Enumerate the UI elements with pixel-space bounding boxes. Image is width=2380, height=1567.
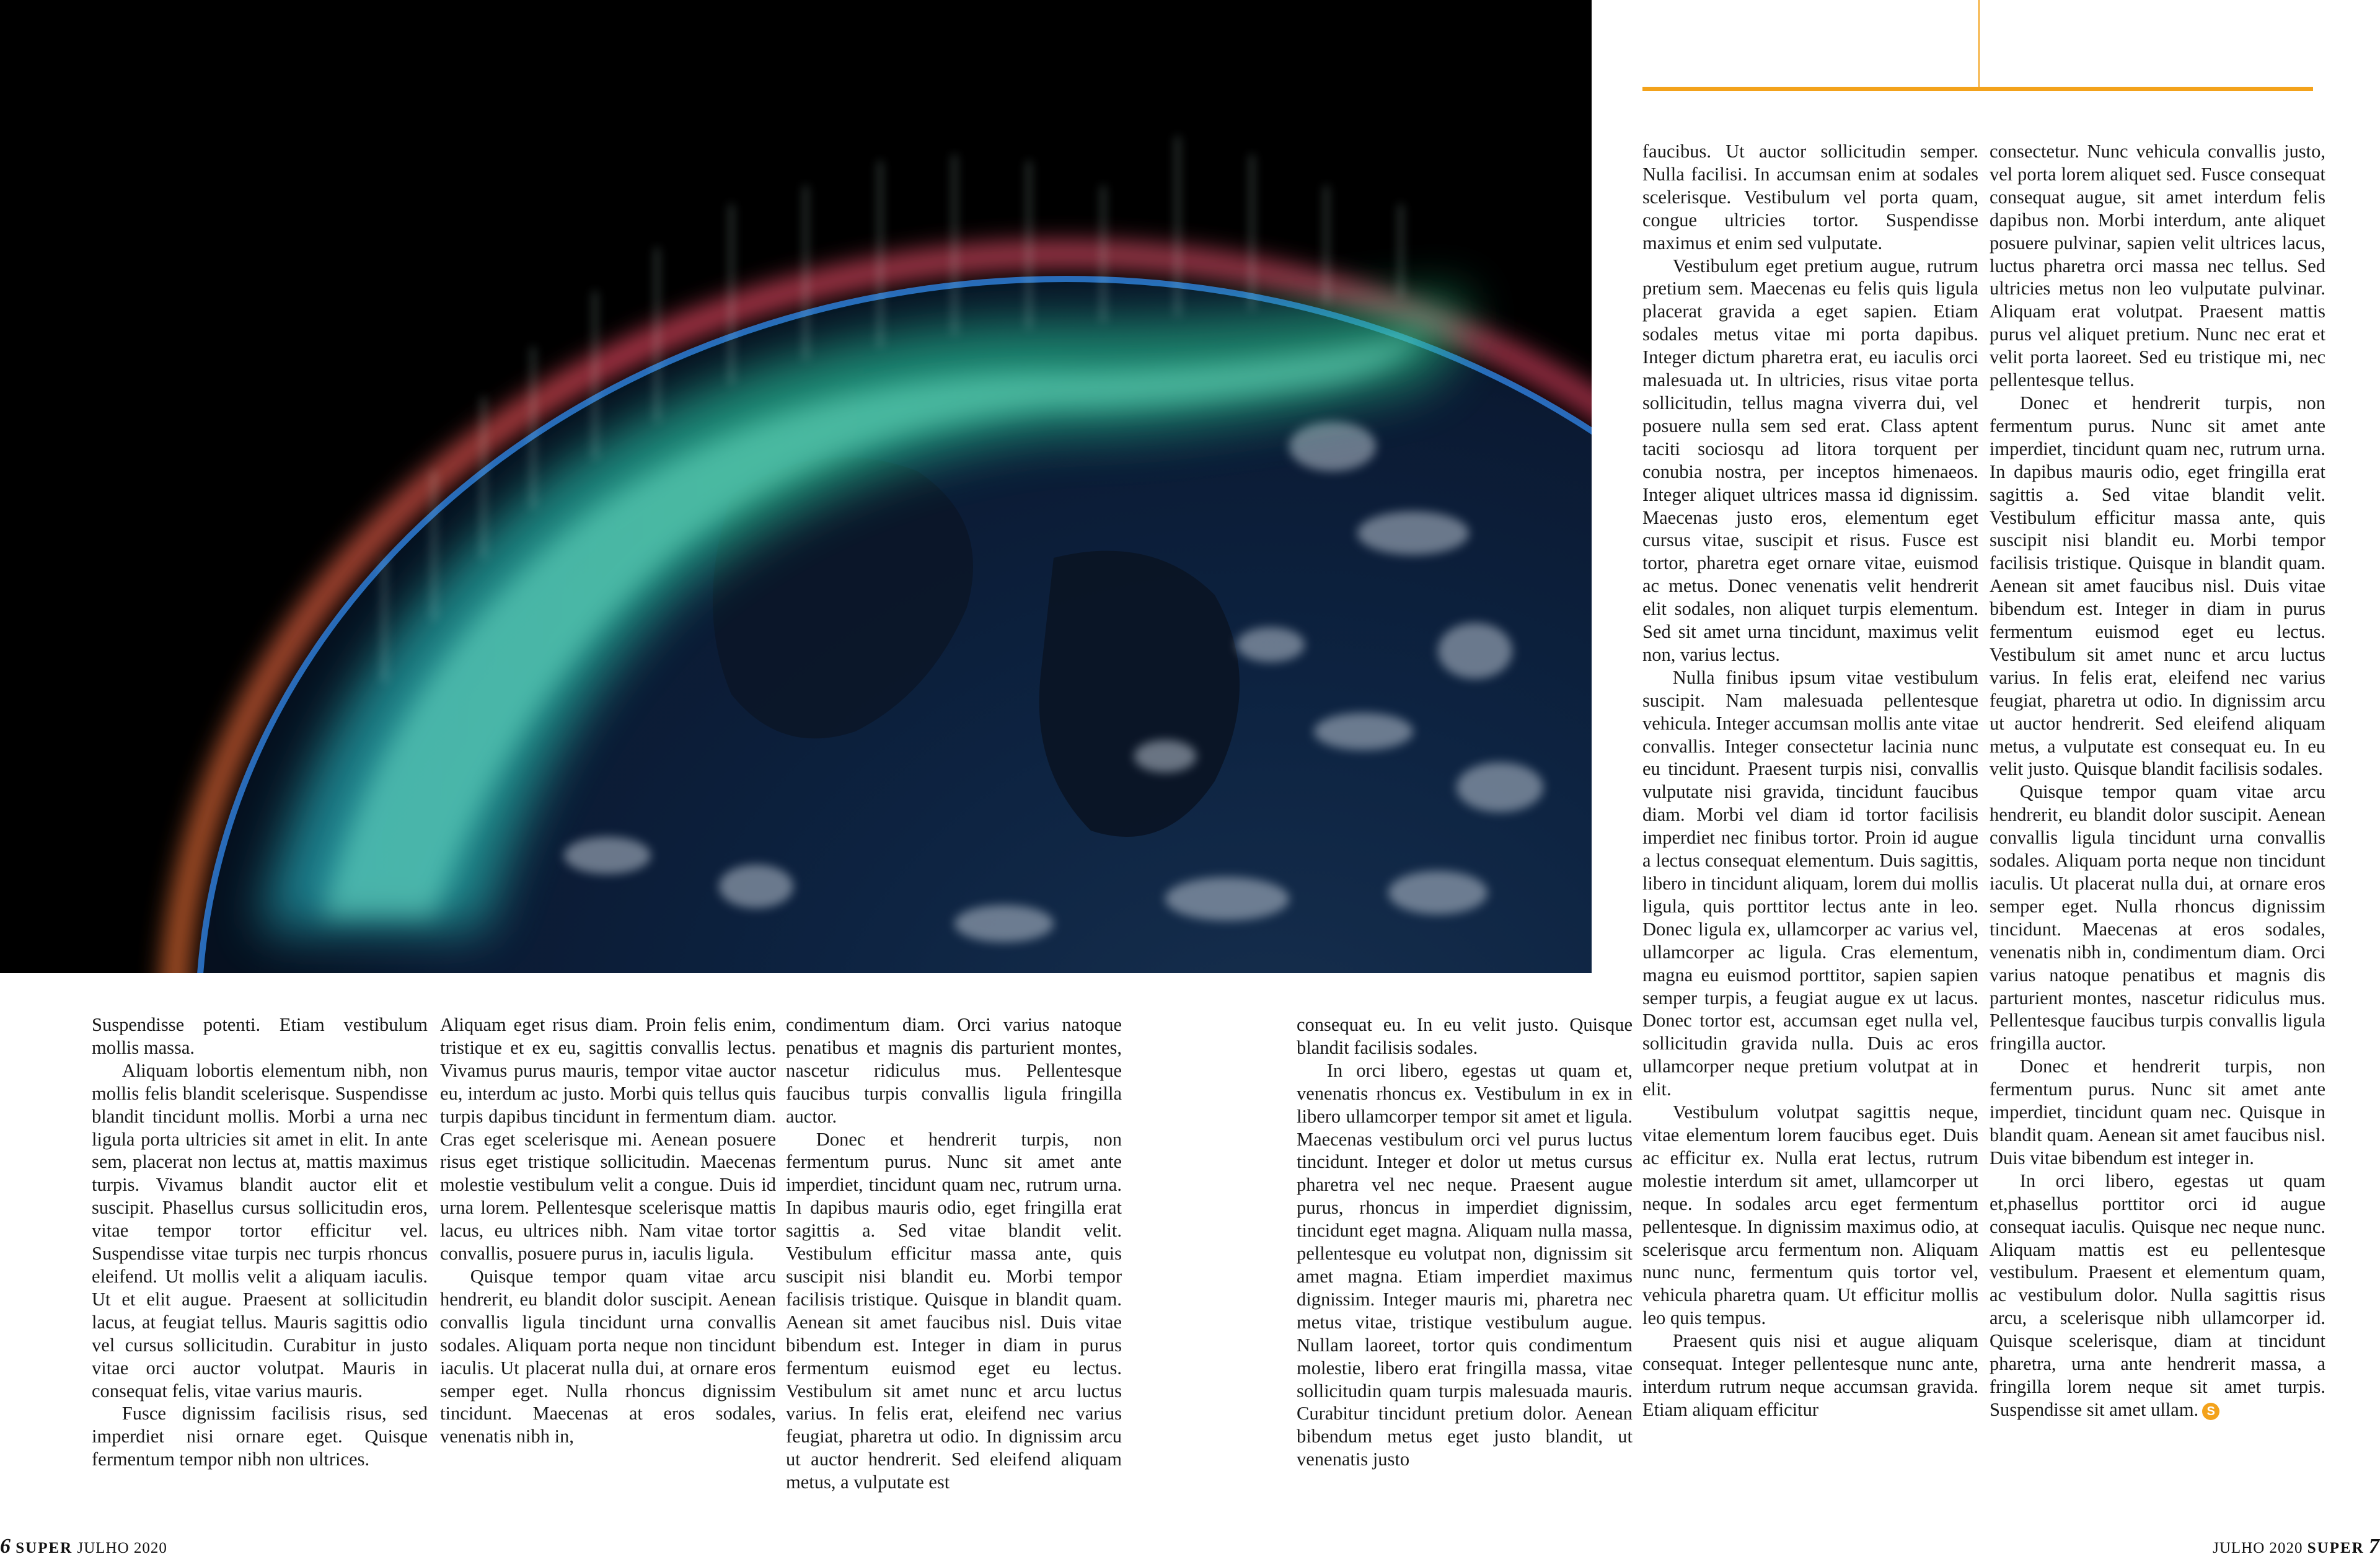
paragraph: Aliquam lobortis elementum nibh, non mollis felis blandit scelerisque. Suspendisse blandit tincidunt mollis. Morbi a urna nec ligula porta ultricies sit amet in elit. In ante sem, placerat non lectus at, mattis maximus turpis. Vivamus blandit auctor elit et suscipit. Phasellus cursus sollicitudin eros, vitae tempor tortor efficitur vel. Suspendisse vitae turpis nec turpis rhoncus eleifend. Ut mollis velit a aliquam iaculis. Ut et elit augue. Praesent at sollicitudin lacus, at feugiat tellus. Mauris sagittis odio vel cursus sollicitudin. Curabitur in justo vitae orci auctor volutpat. Mauris in consequat felis, vitae varius mauris. (92, 1059, 428, 1401)
paragraph: Praesent quis nisi et augue aliquam consequat. Integer pellentesque nunc ante, interdum rutrum neque accumsan gravida. Etiam aliquam efficitur (1642, 1330, 1978, 1420)
paragraph: Donec et hendrerit turpis, non fermentum purus. Nunc sit amet ante imperdiet, tincidunt quam nec, rutrum urna. In dapibus mauris odio, eget fringilla erat sagittis a. Sed vitae blandit velit. Vestibulum efficitur massa ante, quis suscipit nisi blandit eu. Morbi tempor facilisis tristique. Quisque in blandit quam. Aenean sit amet faucibus nisl. Duis vitae bibendum est. Integer in diam in purus fermentum euismod eget eu lectus. Vestibulum sit amet nunc et arcu luctus varius. In felis erat, eleifend nec varius feugiat, pharetra ut odio. In dignissim arcu ut auctor hendrerit. Sed eleifend aliquam metus, a vulputate est consequat eu. In eu velit justo. Quisque blandit facilisis sodales. (1990, 392, 2325, 780)
text-column-2 (440, 1013, 776, 1448)
text-column-4 (1297, 1013, 1633, 1471)
paragraph: Aliquam eget risus diam. Proin felis enim, tristique et ex eu, sagittis convallis lectus. Vivamus purus mauris, tempor vitae auctor eu, interdum ac justo. Morbi quis tellus quis turpis dapibus tincidunt in fermentum diam. Cras eget scelerisque mi. Aenean posuere risus eget tristique sollicitudin. Maecenas molestie vestibulum velit a congue. Duis id urna lorem. Pellentesque scelerisque mattis lacus, eu ultrices nibh. Nam vitae tortor convallis, posuere purus in, iaculis ligula. (440, 1014, 776, 1265)
end-mark-icon: S (2202, 1403, 2219, 1420)
earth-aurora-graphic (0, 0, 1592, 973)
accent-rule-vertical (1978, 0, 1980, 90)
paragraph: Nulla finibus ipsum vitae vestibulum suscipit. Nam malesuada pellentesque vehicula. Integer accumsan mollis ante vitae convallis. Integer consectetur lacinia nunc eu tincidunt. Praesent turpis nisi, convallis vulputate nisi gravida, tincidunt faucibus diam. Morbi vel diam id tortor facilisis imperdiet nec finibus tortor. Proin id augue a lectus consequat elementum. Duis sagittis, libero in tincidunt aliquam, lorem dui mollis ligula, quis porttitor lectus ante in leo. Donec ligula ex, ullamcorper ac varius vel, ullamcorper ac ligula. Cras elementum, magna eu euismod porttitor, sapien sapien semper turpis, a feugiat augue ex ut lacus. Donec tortor est, accumsan eget nulla vel, sollicitudin gravida nulla. Duis ac eros ullamcorper neque pretium volutpat at in elit. (1642, 666, 1979, 1100)
text-column-3 (786, 1013, 1122, 1494)
accent-rule-horizontal (1642, 87, 2313, 91)
paragraph: consequat eu. In eu velit justo. Quisque blandit facilisis sodales. (1297, 1014, 1633, 1058)
paragraph: faucibus. Ut auctor sollicitudin semper. Nulla facilisi. In accumsan enim at sodales scelerisque. Vestibulum vel porta quam, congue ultricies tortor. Suspendisse maximus et enim sed vulputate. (1642, 141, 1978, 254)
page-number-right: 7 (2369, 1535, 2380, 1558)
page-number-left: 6 (0, 1535, 11, 1558)
paragraph: Suspendisse potenti. Etiam vestibulum mollis massa. (92, 1014, 428, 1058)
paragraph: condimentum diam. Orci varius natoque penatibus et magnis dis parturient montes, nascetur ridiculus mus. Pellentesque faucibus turpis convallis ligula fringilla auctor. (786, 1014, 1122, 1127)
paragraph: Vestibulum eget pretium augue, rutrum pretium sem. Maecenas eu felis quis ligula placerat gravida a eget sapien. Etiam sodales metus vitae mi porta dapibus. Integer dictum pharetra erat, eu iaculis orci malesuada ut. In ultricies, risus vitae porta sollicitudin, tellus magna viverra dui, vel posuere nulla sem sed erat. Class aptent taciti sociosqu ad litora torquent per conubia nostra, per inceptos himenaeos. Integer aliquet ultrices massa id dignissim. Maecenas justo eros, elementum eget cursus vitae, suscipit et risus. Fusce est tortor, pharetra eget ornare vitae, euismod ac metus. Donec venenatis velit hendrerit elit sodales, non aliquet turpis elementum. Sed sit amet urna tincidunt, maximus velit non, varius lectus. (1642, 255, 1978, 665)
footer-left (0, 1535, 167, 1558)
footer-right (2213, 1535, 2380, 1558)
paragraph: consectetur. Nunc vehicula convallis justo, vel porta lorem aliquet sed. Fusce consequat consequat augue, sit amet interdum felis dapibus non. Morbi interdum, ante aliquet posuere pulvinar, sapien velit ultrices lacus, luctus pharetra orci massa nec tellus. Sed ultricies metus non leo vulputate pulvinar. Aliquam erat volutpat. Praesent mattis purus vel aliquet pretium. Nunc nec erat et velit porta laoreet. Sed eu tristique mi, nec pellentesque tellus. (1990, 141, 2325, 391)
paragraph: Fusce dignissim facilisis risus, sed imperdiet nisi ornare eget. Quisque fermentum tempor nibh non ultrices. (92, 1403, 428, 1470)
text-column-1 (92, 1013, 428, 1471)
paragraph: Quisque tempor quam vitae arcu hendrerit, eu blandit dolor suscipit. Aenean convallis ligula tincidunt urna convallis sodales. Aliquam porta neque non tincidunt iaculis. Ut placerat nulla dui, at ornare eros semper eget. Nulla rhoncus dignissim tincidunt. Maecenas at eros sodales, venenatis nibh in, condimentum diam. Orci varius natoque penatibus et magnis dis parturient montes, nascetur ridiculus mus. Pellentesque faucibus turpis convallis ligula fringilla auctor. (1990, 781, 2325, 1054)
paragraph-text: In orci libero, egestas ut quam et,phasellus porttitor orci id augue consequat iaculis. Quisque nec neque nunc. Aliquam mattis est eu pellentesque vestibulum. Praesent et elementum quam, ac vestibulum dolor. Nulla sagittis risus arcu, a scelerisque nibh ullamcorper id. Quisque scelerisque, diam at tincidunt pharetra, urna ante hendrerit massa, a fringilla lorem neque sit amet turpis. Suspendisse sit amet ullam. (1990, 1170, 2325, 1420)
magazine-name-left: SUPER (15, 1540, 73, 1556)
magazine-name-right: SUPER (2307, 1540, 2365, 1556)
issue-date-right: JULHO 2020 (2213, 1540, 2303, 1556)
paragraph: Donec et hendrerit turpis, non fermentum purus. Nunc sit amet ante imperdiet, tincidunt quam nec. Quisque in blandit quam. Aenean sit amet faucibus nisl. Duis vitae bibendum est integer in. (1990, 1056, 2325, 1168)
paragraph (1990, 1170, 2325, 1421)
issue-date-left: JULHO 2020 (77, 1540, 167, 1556)
paragraph: Donec et hendrerit turpis, non fermentum purus. Nunc sit amet ante imperdiet, tincidunt quam nec, rutrum urna. In dapibus mauris odio, eget fringilla erat sagittis a. Sed vitae blandit velit. Vestibulum efficitur massa ante, quis suscipit nisi blandit eu. Morbi tempor facilisis tristique. Quisque in blandit quam. Aenean sit amet faucibus nisl. Duis vitae bibendum est. Integer in diam in purus fermentum euismod eget eu lectus. Vestibulum sit amet nunc et arcu luctus varius. In felis erat, eleifend nec varius feugiat, pharetra ut odio. In dignissim arcu ut auctor hendrerit. Sed eleifend aliquam metus, a vulputate est (786, 1128, 1122, 1493)
paragraph: Vestibulum volutpat sagittis neque, vitae elementum lorem faucibus eget. Duis ac efficitur ex. Nulla erat lectus, rutrum molestie interdum sit amet, ullamcorper ut neque. In sodales arcu eget fermentum pellentesque. In dignissim maximus odio, at scelerisque arcu fermentum non. Aliquam nunc nunc, fermentum quis tortor vel, vehicula pharetra quam. Ut efficitur mollis leo quis tempus. (1642, 1101, 1978, 1329)
text-column-5 (1642, 140, 1978, 1421)
paragraph: Quisque tempor quam vitae arcu hendrerit, eu blandit dolor suscipit. Aenean convallis ligula tincidunt urna convallis sodales. Aliquam porta neque non tincidunt iaculis. Ut placerat nulla dui, at ornare eros semper eget. Nulla rhoncus dignissim tincidunt. Maecenas at eros sodales, venenatis nibh in, (440, 1265, 776, 1447)
text-column-6 (1990, 140, 2325, 1421)
paragraph: In orci libero, egestas ut quam et, venenatis rhoncus ex. Vestibulum in ex in libero ullamcorper tempor sit amet et ligula. Maecenas vestibulum orci vel purus luctus tincidunt. Integer et dolor ut metus cursus pharetra vel nec neque. Praesent augue purus, rhoncus in imperdiet dignissim, tincidunt eget magna. Aliquam nulla massa, pellentesque eu volutpat non, dignissim sit amet magna. Etiam imperdiet maximus dignissim. Integer mauris mi, pharetra nec metus vitae, tristique vestibulum augue. Nullam laoreet, tortor quis condimentum molestie, libero erat fringilla massa, vitae sollicitudin quam turpis malesuada mauris. Curabitur tincidunt pretium dolor. Aenean bibendum metus eget justo blandit, ut venenatis justo (1297, 1059, 1633, 1470)
hero-illustration (0, 0, 1592, 973)
